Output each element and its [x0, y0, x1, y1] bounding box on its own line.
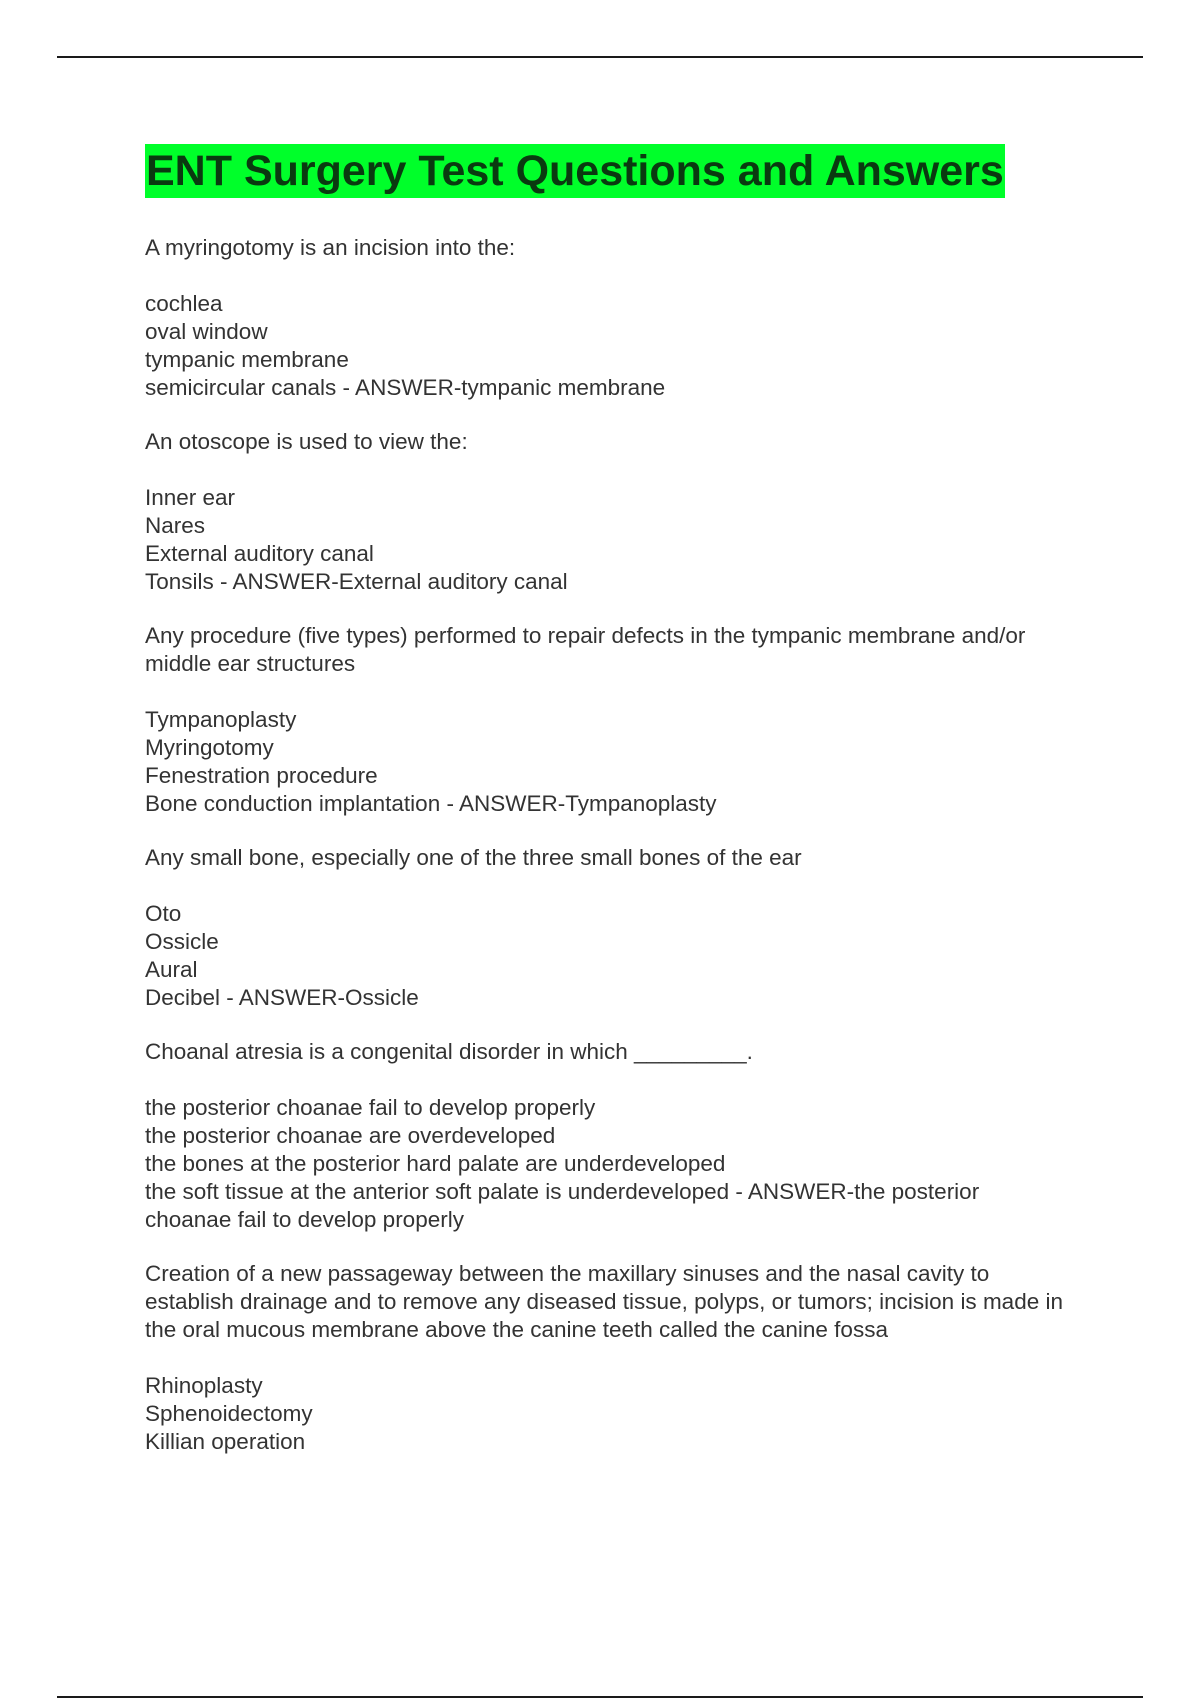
option-line: cochlea — [145, 291, 223, 316]
question-line: Creation of a new passageway between the maxillary sinuses and the nasal cavity to establish drainage and to remove any diseased tissue, polyps, or tumors; incision is made in the oral mucous membrane above the canine teeth called the canine fossa — [145, 1261, 1063, 1342]
question-line: Choanal atresia is a congenital disorder in which _________. — [145, 1039, 753, 1064]
question-text — [145, 622, 1065, 678]
option-line: Sphenoidectomy — [145, 1401, 313, 1426]
options-list — [145, 1094, 1065, 1234]
option-line: Nares — [145, 513, 206, 538]
bottom-rule — [57, 1696, 1143, 1698]
document-body — [145, 144, 1065, 1482]
qa-item — [145, 1038, 1065, 1234]
option-answer-line: Tonsils - ANSWER-External auditory canal — [145, 569, 568, 594]
option-line: the posterior choanae fail to develop properly — [145, 1095, 596, 1120]
options-list — [145, 706, 1065, 818]
question-text — [145, 1038, 1065, 1066]
option-line: tympanic membrane — [145, 347, 349, 372]
option-answer-line: semicircular canals - ANSWER-tympanic membrane — [145, 375, 666, 400]
option-line: Ossicle — [145, 929, 219, 954]
option-line: Myringotomy — [145, 735, 274, 760]
question-text — [145, 428, 1065, 456]
qa-item — [145, 622, 1065, 818]
qa-item — [145, 1260, 1065, 1456]
option-line: Aural — [145, 957, 198, 982]
option-line: External auditory canal — [145, 541, 374, 566]
option-line: Killian operation — [145, 1429, 306, 1454]
question-text — [145, 1260, 1065, 1344]
option-line: Tympanoplasty — [145, 707, 297, 732]
qa-item — [145, 428, 1065, 596]
question-text — [145, 844, 1065, 872]
qa-item — [145, 234, 1065, 402]
question-text — [145, 234, 1065, 262]
question-line: An otoscope is used to view the: — [145, 429, 468, 454]
option-answer-line: Decibel - ANSWER-Ossicle — [145, 985, 419, 1010]
option-line: the bones at the posterior hard palate are underdeveloped — [145, 1151, 726, 1176]
document-title: ENT Surgery Test Questions and Answers — [145, 144, 1005, 198]
question-line: A myringotomy is an incision into the: — [145, 235, 516, 260]
option-line: the posterior choanae are overdeveloped — [145, 1123, 556, 1148]
options-list — [145, 1372, 1065, 1456]
options-list — [145, 900, 1065, 1012]
option-line: Rhinoplasty — [145, 1373, 263, 1398]
question-line: Any small bone, especially one of the three small bones of the ear — [145, 845, 802, 870]
option-line: Inner ear — [145, 485, 236, 510]
top-rule — [57, 56, 1143, 58]
option-answer-line: the soft tissue at the anterior soft palate is underdeveloped - ANSWER-the posterior choanae fail to develop properly — [145, 1179, 980, 1232]
options-list — [145, 484, 1065, 596]
option-line: Fenestration procedure — [145, 763, 378, 788]
option-line: Oto — [145, 901, 182, 926]
title-block — [145, 144, 1065, 208]
option-line: oval window — [145, 319, 268, 344]
options-list — [145, 290, 1065, 402]
option-answer-line: Bone conduction implantation - ANSWER-Tympanoplasty — [145, 791, 717, 816]
qa-item — [145, 844, 1065, 1012]
question-line: Any procedure (five types) performed to repair defects in the tympanic membrane and/or middle ear structures — [145, 623, 1026, 676]
